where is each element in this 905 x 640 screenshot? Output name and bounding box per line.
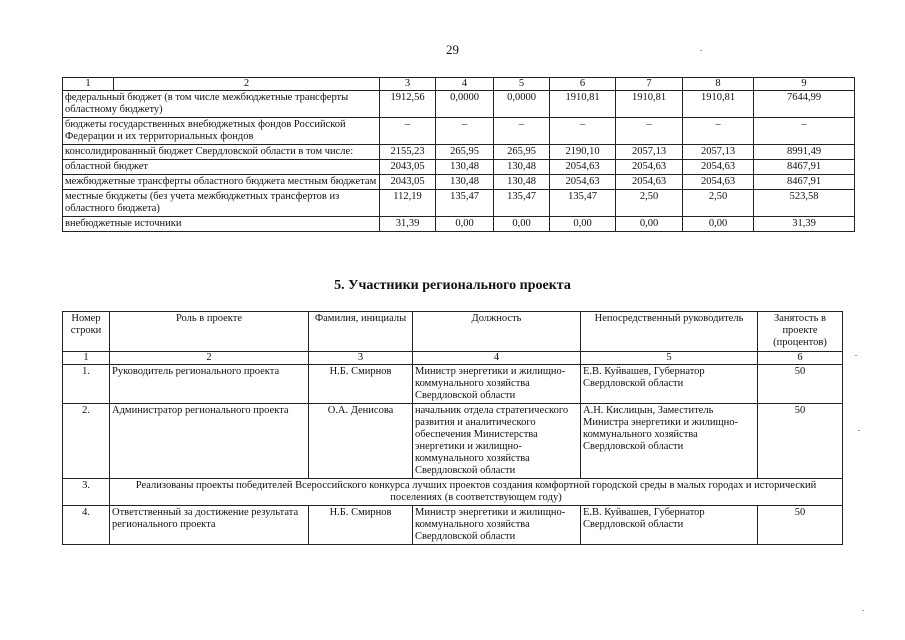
participants-col-number: 5 — [581, 352, 758, 365]
participant-row — [63, 506, 843, 545]
budget-row-local — [63, 190, 855, 217]
budget-cell: 1910,81 — [550, 91, 616, 118]
budget-cell: 135,47 — [436, 190, 494, 217]
budget-col-number: 5 — [494, 78, 550, 91]
row-number: 3. — [63, 479, 110, 506]
participant-name: О.А. Денисова — [309, 404, 413, 479]
header-employment: Занятость в проекте (процентов) — [758, 312, 843, 352]
budget-cell: 2,50 — [683, 190, 754, 217]
budget-cell: – — [494, 118, 550, 145]
budget-cell: 0,00 — [436, 217, 494, 232]
budget-row-label: внебюджетные источники — [63, 217, 380, 232]
budget-cell: 0,00 — [683, 217, 754, 232]
budget-cell: 2190,10 — [550, 145, 616, 160]
budget-cell: – — [616, 118, 683, 145]
participant-employment: 50 — [758, 506, 843, 545]
participant-manager: Е.В. Куйвашев, Губернатор Свердловской области — [581, 506, 758, 545]
participant-row — [63, 404, 843, 479]
budget-cell: 2,50 — [616, 190, 683, 217]
participant-name: Н.Б. Смирнов — [309, 365, 413, 404]
header-position: Должность — [413, 312, 581, 352]
budget-cell: 130,48 — [436, 175, 494, 190]
budget-cell: 1910,81 — [616, 91, 683, 118]
budget-row-label: бюджеты государственных внебюджетных фондов Российской Федерации и их территориальных фондов — [63, 118, 380, 145]
participant-manager: Е.В. Куйвашев, Губернатор Свердловской области — [581, 365, 758, 404]
budget-col-number: 4 — [436, 78, 494, 91]
budget-cell: 2054,63 — [616, 160, 683, 175]
budget-cell: – — [754, 118, 855, 145]
budget-cell: 2054,63 — [550, 160, 616, 175]
budget-cell: 2043,05 — [380, 160, 436, 175]
budget-row-label: федеральный бюджет (в том числе межбюджетные трансферты областному бюджету) — [63, 91, 380, 118]
budget-col-number: 2 — [243, 78, 250, 89]
budget-cell: 135,47 — [494, 190, 550, 217]
budget-row-label: местные бюджеты (без учета межбюджетных трансфертов из областного бюджета) — [63, 190, 380, 217]
participant-employment: 50 — [758, 365, 843, 404]
scan-speck — [858, 430, 860, 431]
page-number: 29 — [446, 42, 459, 57]
budget-col-number: 3 — [380, 78, 436, 91]
budget-col-number-row — [63, 78, 855, 91]
row-number: 1. — [63, 365, 110, 404]
budget-cell: 2054,63 — [550, 175, 616, 190]
budget-row-offbudget — [63, 217, 855, 232]
budget-col-number: 8 — [683, 78, 754, 91]
budget-cell: 31,39 — [380, 217, 436, 232]
budget-cell: 2155,23 — [380, 145, 436, 160]
budget-cell: 2054,63 — [616, 175, 683, 190]
participant-row — [63, 365, 843, 404]
participant-position: Министр энергетики и жилищно-коммунального хозяйства Свердловской области — [413, 365, 581, 404]
budget-cell: 2054,63 — [683, 175, 754, 190]
budget-cell: 130,48 — [494, 160, 550, 175]
section-span-text: Реализованы проекты победителей Всероссийского конкурса лучших проектов создания комфортной городской среды в малых городах и исторический поселениях (в соответствующем году) — [110, 479, 843, 506]
budget-row-label: областной бюджет — [63, 160, 380, 175]
participants-col-number: 4 — [413, 352, 581, 365]
participants-col-number: 3 — [309, 352, 413, 365]
budget-cell: 0,00 — [550, 217, 616, 232]
participant-position: Министр энергетики и жилищно-коммунального хозяйства Свердловской области — [413, 506, 581, 545]
budget-cell: 31,39 — [754, 217, 855, 232]
budget-cell: 0,00 — [616, 217, 683, 232]
header-row-number: Номер строки — [63, 312, 110, 352]
budget-cell: – — [436, 118, 494, 145]
budget-cell: 0,0000 — [436, 91, 494, 118]
budget-table — [62, 77, 855, 232]
budget-cell: 1910,81 — [683, 91, 754, 118]
budget-cell: 523,58 — [754, 190, 855, 217]
participant-role: Ответственный за достижение результата регионального проекта — [110, 506, 309, 545]
participants-header-row — [63, 312, 843, 352]
budget-row-extrabudgetary-funds — [63, 118, 855, 145]
scan-speck — [855, 355, 857, 356]
budget-cell: 2057,13 — [616, 145, 683, 160]
participant-name: Н.Б. Смирнов — [309, 506, 413, 545]
row-number: 4. — [63, 506, 110, 545]
participant-employment: 50 — [758, 404, 843, 479]
budget-cell: 2043,05 — [380, 175, 436, 190]
budget-col-number: 1 — [63, 78, 114, 90]
budget-cell: 0,0000 — [494, 91, 550, 118]
budget-cell: 112,19 — [380, 190, 436, 217]
budget-cell: 265,95 — [436, 145, 494, 160]
scan-speck — [700, 50, 702, 51]
budget-cell: 8991,49 — [754, 145, 855, 160]
budget-row-regional — [63, 160, 855, 175]
participant-role: Администратор регионального проекта — [110, 404, 309, 479]
header-role: Роль в проекте — [110, 312, 309, 352]
budget-col-number: 6 — [550, 78, 616, 91]
participants-col-number: 1 — [63, 352, 110, 365]
budget-row-label: межбюджетные трансферты областного бюджета местным бюджетам — [63, 175, 380, 190]
participants-col-number: 2 — [110, 352, 309, 365]
budget-cell: 0,00 — [494, 217, 550, 232]
budget-cell: 130,48 — [436, 160, 494, 175]
header-manager: Непосредственный руководитель — [581, 312, 758, 352]
budget-cell: 7644,99 — [754, 91, 855, 118]
budget-cell: 1912,56 — [380, 91, 436, 118]
participant-role: Руководитель регионального проекта — [110, 365, 309, 404]
budget-cell: 130,48 — [494, 175, 550, 190]
budget-cell: 135,47 — [550, 190, 616, 217]
budget-cell: – — [380, 118, 436, 145]
participant-manager: А.Н. Кислицын, Заместитель Министра энергетики и жилищно-коммунального хозяйства Свердловской области — [581, 404, 758, 479]
budget-cell: 8467,91 — [754, 175, 855, 190]
row-number: 2. — [63, 404, 110, 479]
participants-col-number: 6 — [758, 352, 843, 365]
budget-cell: 2054,63 — [683, 160, 754, 175]
participant-position: начальник отдела стратегического развития и аналитического обеспечения Министерства энергетики и жилищно-коммунального хозяйства Свердловской области — [413, 404, 581, 479]
section-title: 5. Участники регионального проекта — [334, 278, 571, 293]
participants-table — [62, 311, 843, 545]
budget-col-number: 9 — [754, 78, 855, 91]
budget-row-federal — [63, 91, 855, 118]
participant-section-row — [63, 479, 843, 506]
budget-cell: – — [550, 118, 616, 145]
budget-row-consolidated — [63, 145, 855, 160]
budget-cell: 2057,13 — [683, 145, 754, 160]
budget-cell: 265,95 — [494, 145, 550, 160]
budget-cell: 8467,91 — [754, 160, 855, 175]
scan-speck — [862, 610, 864, 611]
budget-cell: – — [683, 118, 754, 145]
participants-col-number-row — [63, 352, 843, 365]
budget-col-number: 7 — [616, 78, 683, 91]
budget-row-label: консолидированный бюджет Свердловской области в том числе: — [63, 145, 380, 160]
header-name: Фамилия, инициалы — [309, 312, 413, 352]
budget-row-transfers — [63, 175, 855, 190]
